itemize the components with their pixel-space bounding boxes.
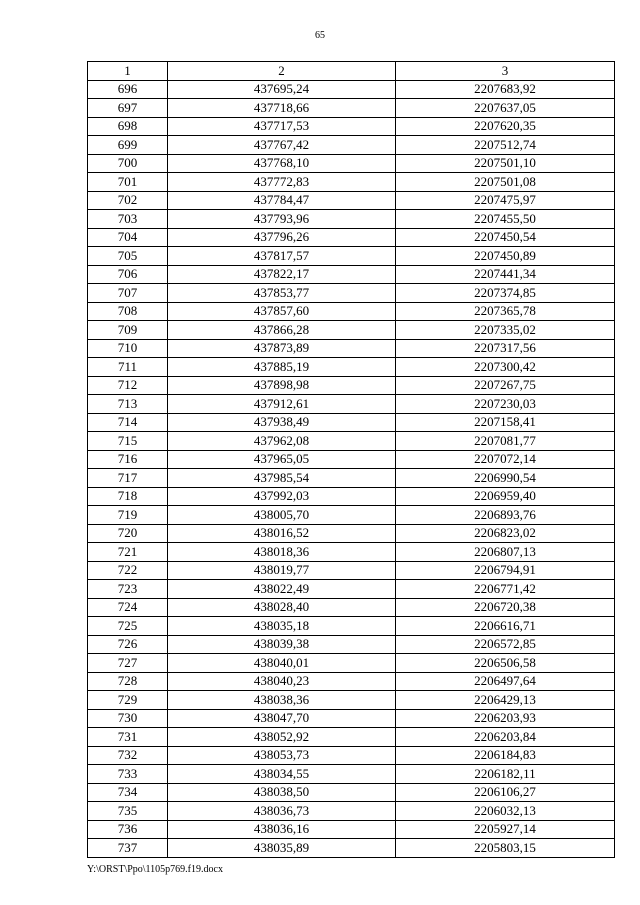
- x-coordinate-cell: 437857,60: [168, 302, 396, 321]
- table-row: [88, 228, 615, 247]
- point-number-cell: 711: [88, 358, 168, 377]
- x-coordinate-cell: 437767,42: [168, 136, 396, 155]
- point-number-cell: 729: [88, 691, 168, 710]
- y-coordinate-cell: 2206616,71: [396, 617, 615, 636]
- table-row: [88, 80, 615, 99]
- point-number-cell: 732: [88, 746, 168, 765]
- point-number-cell: 728: [88, 672, 168, 691]
- y-coordinate-cell: 2207081,77: [396, 432, 615, 451]
- x-coordinate-cell: 437717,53: [168, 117, 396, 136]
- table-row: [88, 99, 615, 118]
- table-row: [88, 376, 615, 395]
- y-coordinate-cell: 2207512,74: [396, 136, 615, 155]
- y-coordinate-cell: 2207450,89: [396, 247, 615, 266]
- x-coordinate-cell: 437695,24: [168, 80, 396, 99]
- point-number-cell: 719: [88, 506, 168, 525]
- x-coordinate-cell: 438028,40: [168, 598, 396, 617]
- y-coordinate-cell: 2206572,85: [396, 635, 615, 654]
- point-number-cell: 735: [88, 802, 168, 821]
- point-number-cell: 725: [88, 617, 168, 636]
- y-coordinate-cell: 2207450,54: [396, 228, 615, 247]
- y-coordinate-cell: 2207158,41: [396, 413, 615, 432]
- x-coordinate-cell: 437822,17: [168, 265, 396, 284]
- table-body: [88, 80, 615, 857]
- point-number-cell: 727: [88, 654, 168, 673]
- point-number-cell: 720: [88, 524, 168, 543]
- point-number-cell: 718: [88, 487, 168, 506]
- table-row: [88, 136, 615, 155]
- y-coordinate-cell: 2207501,08: [396, 173, 615, 192]
- table-row: [88, 524, 615, 543]
- table-row: [88, 598, 615, 617]
- table-row: [88, 672, 615, 691]
- x-coordinate-cell: 437873,89: [168, 339, 396, 358]
- footer-file-path: Y:\ORST\Ppo\1105p769.f19.docx: [87, 864, 223, 875]
- table-row: [88, 802, 615, 821]
- table-row: [88, 339, 615, 358]
- column-header: 3: [396, 62, 615, 81]
- x-coordinate-cell: 437898,98: [168, 376, 396, 395]
- y-coordinate-cell: 2206506,58: [396, 654, 615, 673]
- x-coordinate-cell: 438038,50: [168, 783, 396, 802]
- table-row: [88, 191, 615, 210]
- table-row: [88, 820, 615, 839]
- y-coordinate-cell: 2207072,14: [396, 450, 615, 469]
- table-row: [88, 728, 615, 747]
- table-row: [88, 487, 615, 506]
- point-number-cell: 737: [88, 839, 168, 858]
- x-coordinate-cell: 438036,73: [168, 802, 396, 821]
- y-coordinate-cell: 2207475,97: [396, 191, 615, 210]
- table-row: [88, 839, 615, 858]
- point-number-cell: 697: [88, 99, 168, 118]
- x-coordinate-cell: 438016,52: [168, 524, 396, 543]
- point-number-cell: 736: [88, 820, 168, 839]
- y-coordinate-cell: 2207683,92: [396, 80, 615, 99]
- table-row: [88, 302, 615, 321]
- y-coordinate-cell: 2206823,02: [396, 524, 615, 543]
- table-row: [88, 450, 615, 469]
- y-coordinate-cell: 2206893,76: [396, 506, 615, 525]
- point-number-cell: 730: [88, 709, 168, 728]
- point-number-cell: 715: [88, 432, 168, 451]
- x-coordinate-cell: 437985,54: [168, 469, 396, 488]
- column-header: 2: [168, 62, 396, 81]
- y-coordinate-cell: 2205927,14: [396, 820, 615, 839]
- x-coordinate-cell: 437866,28: [168, 321, 396, 340]
- table-row: [88, 265, 615, 284]
- table-row: [88, 247, 615, 266]
- y-coordinate-cell: 2206771,42: [396, 580, 615, 599]
- coordinates-table: [87, 61, 615, 858]
- point-number-cell: 699: [88, 136, 168, 155]
- table-row: [88, 765, 615, 784]
- table-row: [88, 154, 615, 173]
- table-row: [88, 561, 615, 580]
- y-coordinate-cell: 2207441,34: [396, 265, 615, 284]
- point-number-cell: 698: [88, 117, 168, 136]
- x-coordinate-cell: 437817,57: [168, 247, 396, 266]
- point-number-cell: 703: [88, 210, 168, 229]
- y-coordinate-cell: 2207317,56: [396, 339, 615, 358]
- y-coordinate-cell: 2206720,38: [396, 598, 615, 617]
- x-coordinate-cell: 437784,47: [168, 191, 396, 210]
- point-number-cell: 696: [88, 80, 168, 99]
- table-row: [88, 691, 615, 710]
- x-coordinate-cell: 437718,66: [168, 99, 396, 118]
- point-number-cell: 712: [88, 376, 168, 395]
- point-number-cell: 724: [88, 598, 168, 617]
- page-number: 65: [315, 30, 325, 41]
- y-coordinate-cell: 2206106,27: [396, 783, 615, 802]
- point-number-cell: 723: [88, 580, 168, 599]
- table-row: [88, 284, 615, 303]
- table-row: [88, 321, 615, 340]
- y-coordinate-cell: 2206429,13: [396, 691, 615, 710]
- x-coordinate-cell: 438047,70: [168, 709, 396, 728]
- x-coordinate-cell: 437796,26: [168, 228, 396, 247]
- table-row: [88, 746, 615, 765]
- x-coordinate-cell: 437768,10: [168, 154, 396, 173]
- point-number-cell: 708: [88, 302, 168, 321]
- y-coordinate-cell: 2207374,85: [396, 284, 615, 303]
- table-row: [88, 617, 615, 636]
- table-row: [88, 543, 615, 562]
- point-number-cell: 704: [88, 228, 168, 247]
- y-coordinate-cell: 2207455,50: [396, 210, 615, 229]
- y-coordinate-cell: 2206182,11: [396, 765, 615, 784]
- y-coordinate-cell: 2207267,75: [396, 376, 615, 395]
- table-row: [88, 506, 615, 525]
- x-coordinate-cell: 438053,73: [168, 746, 396, 765]
- table-row: [88, 413, 615, 432]
- y-coordinate-cell: 2207230,03: [396, 395, 615, 414]
- x-coordinate-cell: 438038,36: [168, 691, 396, 710]
- table-row: [88, 709, 615, 728]
- y-coordinate-cell: 2206203,84: [396, 728, 615, 747]
- table-row: [88, 654, 615, 673]
- x-coordinate-cell: 438039,38: [168, 635, 396, 654]
- y-coordinate-cell: 2206184,83: [396, 746, 615, 765]
- x-coordinate-cell: 437885,19: [168, 358, 396, 377]
- x-coordinate-cell: 438035,18: [168, 617, 396, 636]
- column-header: 1: [88, 62, 168, 81]
- point-number-cell: 733: [88, 765, 168, 784]
- y-coordinate-cell: 2206959,40: [396, 487, 615, 506]
- x-coordinate-cell: 437938,49: [168, 413, 396, 432]
- point-number-cell: 713: [88, 395, 168, 414]
- y-coordinate-cell: 2206990,54: [396, 469, 615, 488]
- point-number-cell: 717: [88, 469, 168, 488]
- x-coordinate-cell: 438019,77: [168, 561, 396, 580]
- y-coordinate-cell: 2207365,78: [396, 302, 615, 321]
- x-coordinate-cell: 437962,08: [168, 432, 396, 451]
- x-coordinate-cell: 438022,49: [168, 580, 396, 599]
- point-number-cell: 734: [88, 783, 168, 802]
- point-number-cell: 710: [88, 339, 168, 358]
- table-row: [88, 173, 615, 192]
- table-row: [88, 358, 615, 377]
- point-number-cell: 722: [88, 561, 168, 580]
- table-row: [88, 580, 615, 599]
- x-coordinate-cell: 438018,36: [168, 543, 396, 562]
- point-number-cell: 701: [88, 173, 168, 192]
- y-coordinate-cell: 2206032,13: [396, 802, 615, 821]
- x-coordinate-cell: 437992,03: [168, 487, 396, 506]
- x-coordinate-cell: 438040,23: [168, 672, 396, 691]
- y-coordinate-cell: 2207335,02: [396, 321, 615, 340]
- x-coordinate-cell: 438040,01: [168, 654, 396, 673]
- point-number-cell: 731: [88, 728, 168, 747]
- x-coordinate-cell: 437793,96: [168, 210, 396, 229]
- x-coordinate-cell: 438035,89: [168, 839, 396, 858]
- table-row: [88, 432, 615, 451]
- table-row: [88, 469, 615, 488]
- x-coordinate-cell: 437965,05: [168, 450, 396, 469]
- point-number-cell: 700: [88, 154, 168, 173]
- x-coordinate-cell: 437853,77: [168, 284, 396, 303]
- table-row: [88, 117, 615, 136]
- table-row: [88, 210, 615, 229]
- point-number-cell: 706: [88, 265, 168, 284]
- point-number-cell: 726: [88, 635, 168, 654]
- point-number-cell: 702: [88, 191, 168, 210]
- table-row: [88, 783, 615, 802]
- point-number-cell: 709: [88, 321, 168, 340]
- y-coordinate-cell: 2206497,64: [396, 672, 615, 691]
- point-number-cell: 707: [88, 284, 168, 303]
- y-coordinate-cell: 2207300,42: [396, 358, 615, 377]
- y-coordinate-cell: 2206807,13: [396, 543, 615, 562]
- y-coordinate-cell: 2207637,05: [396, 99, 615, 118]
- point-number-cell: 714: [88, 413, 168, 432]
- y-coordinate-cell: 2207620,35: [396, 117, 615, 136]
- y-coordinate-cell: 2205803,15: [396, 839, 615, 858]
- x-coordinate-cell: 437912,61: [168, 395, 396, 414]
- table-row: [88, 635, 615, 654]
- y-coordinate-cell: 2206794,91: [396, 561, 615, 580]
- x-coordinate-cell: 437772,83: [168, 173, 396, 192]
- x-coordinate-cell: 438036,16: [168, 820, 396, 839]
- y-coordinate-cell: 2206203,93: [396, 709, 615, 728]
- x-coordinate-cell: 438005,70: [168, 506, 396, 525]
- point-number-cell: 716: [88, 450, 168, 469]
- table-row: [88, 395, 615, 414]
- x-coordinate-cell: 438052,92: [168, 728, 396, 747]
- y-coordinate-cell: 2207501,10: [396, 154, 615, 173]
- point-number-cell: 721: [88, 543, 168, 562]
- x-coordinate-cell: 438034,55: [168, 765, 396, 784]
- point-number-cell: 705: [88, 247, 168, 266]
- table-header-row: [88, 62, 615, 81]
